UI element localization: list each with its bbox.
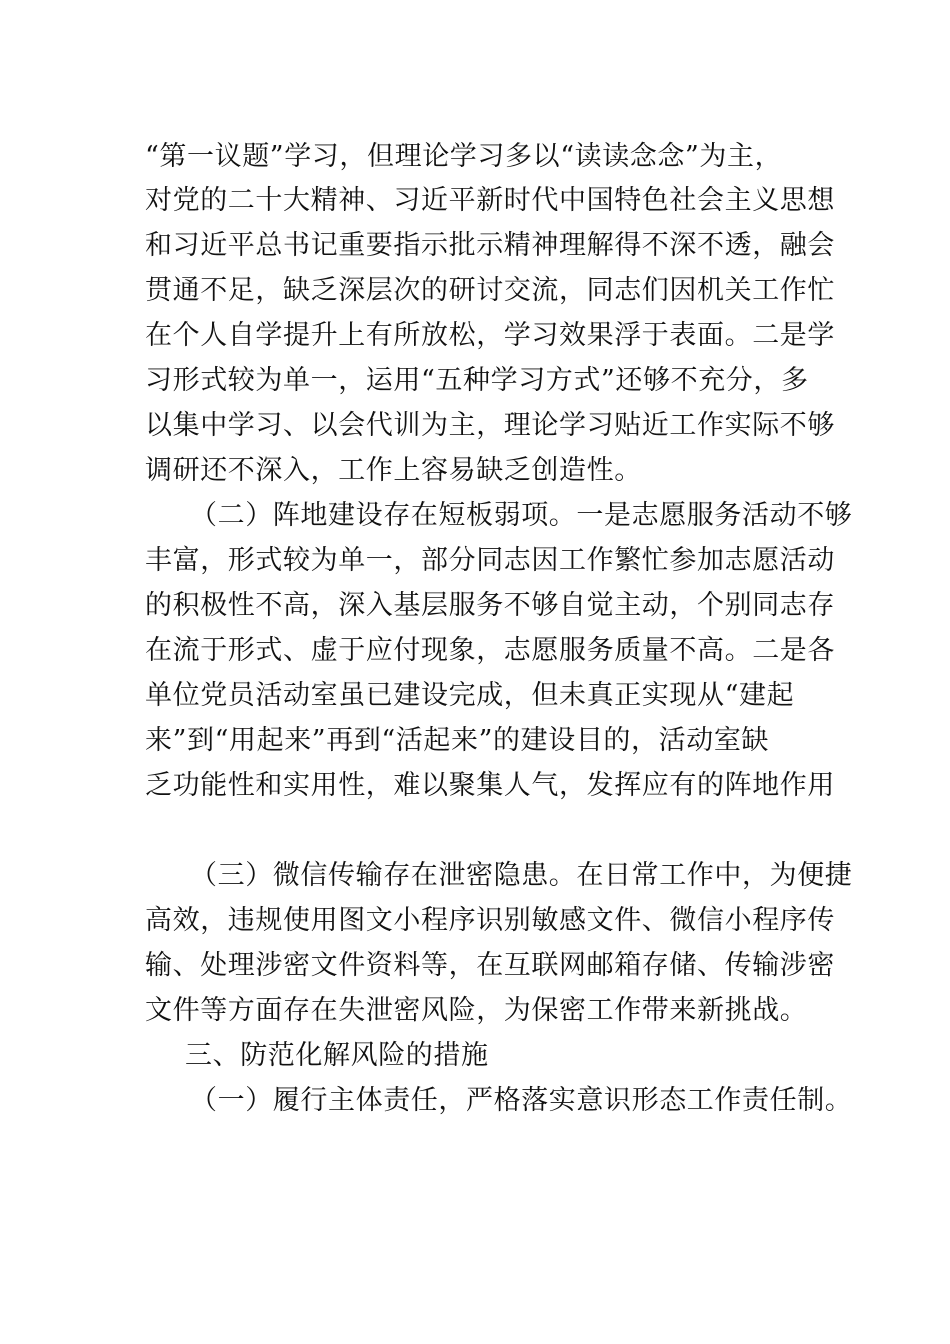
- paragraph-line: 单位党员活动室虽已建设完成，但未真正实现从“建起: [145, 680, 795, 711]
- paragraph-line: 输、处理涉密文件资料等，在互联网邮箱存储、传输涉密: [145, 950, 835, 981]
- paragraph-line: 贯通不足，缺乏深层次的研讨交流，同志们因机关工作忙: [145, 275, 835, 306]
- paragraph-line: 文件等方面存在失泄密风险，为保密工作带来新挑战。: [145, 995, 808, 1026]
- section-paragraph-start: （三）微信传输存在泄密隐患。在日常工作中，为便捷: [190, 860, 853, 891]
- paragraph-line: “第一议题”学习，但理论学习多以“读读念念”为主，: [145, 141, 783, 172]
- paragraph-line: 以集中学习、以会代训为主，理论学习贴近工作实际不够: [145, 410, 835, 441]
- section-heading: 三、防范化解风险的措施: [185, 1040, 489, 1071]
- subsection-heading: （一）履行主体责任，严格落实意识形态工作责任制。: [190, 1085, 853, 1116]
- paragraph-line: 调研还不深入，工作上容易缺乏创造性。: [145, 455, 642, 486]
- paragraph-line: 在个人自学提升上有所放松，学习效果浮于表面。二是学: [145, 320, 835, 351]
- paragraph-line: 丰富，形式较为单一，部分同志因工作繁忙参加志愿活动: [145, 545, 835, 576]
- paragraph-line: 的积极性不高，深入基层服务不够自觉主动，个别同志存: [145, 590, 835, 621]
- paragraph-line: 乏功能性和实用性，难以聚集人气，发挥应有的阵地作用: [145, 770, 835, 801]
- paragraph-line: 来”到“用起来”再到“活起来”的建设目的，活动室缺: [145, 725, 770, 756]
- paragraph-line: 对党的二十大精神、习近平新时代中国特色社会主义思想: [145, 185, 835, 216]
- paragraph-line: 高效，违规使用图文小程序识别敏感文件、微信小程序传: [145, 905, 835, 936]
- section-paragraph-start: （二）阵地建设存在短板弱项。一是志愿服务活动不够: [190, 500, 853, 531]
- paragraph-line: 和习近平总书记重要指示批示精神理解得不深不透，融会: [145, 230, 835, 261]
- paragraph-line: 习形式较为单一，运用“五种学习方式”还够不充分，多: [145, 365, 809, 396]
- paragraph-line: 在流于形式、虚于应付现象，志愿服务质量不高。二是各: [145, 635, 835, 666]
